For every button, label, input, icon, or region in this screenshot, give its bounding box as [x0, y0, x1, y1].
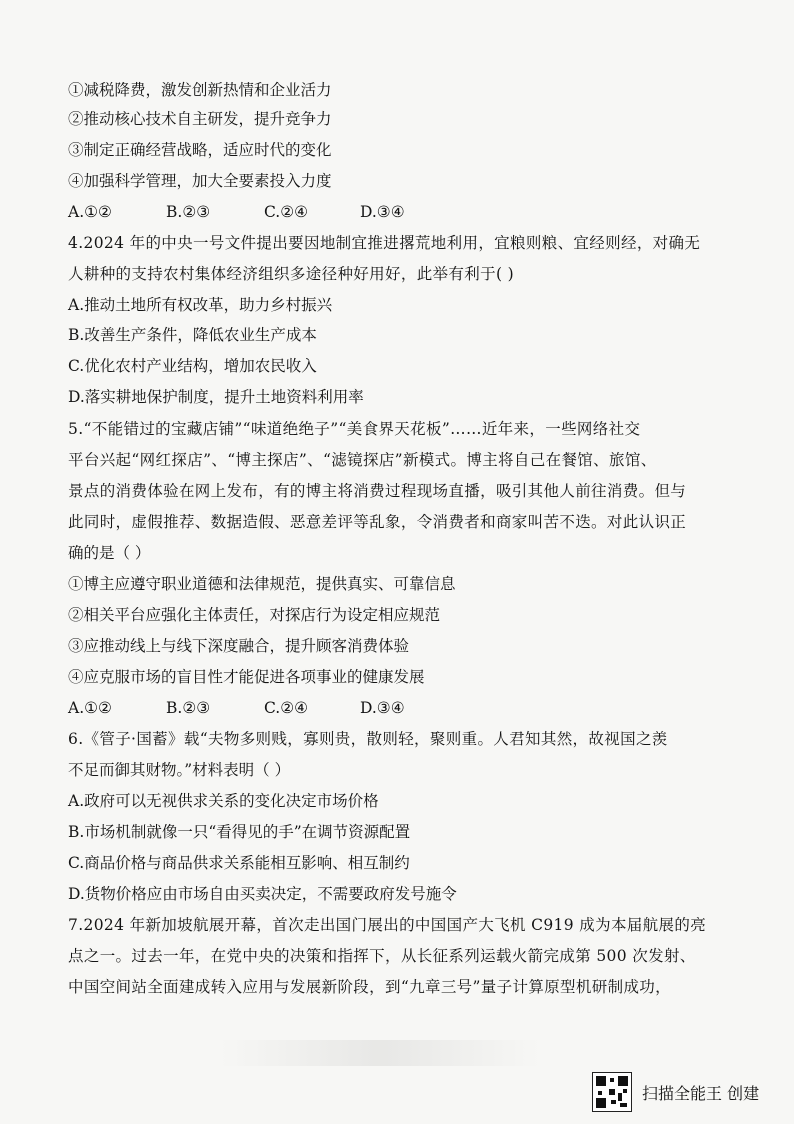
- q3-option-1: ①减税降费，激发创新热情和企业活力: [68, 81, 332, 99]
- q5-choice-a: A.①②: [68, 699, 112, 717]
- q4-option-c: C.优化农村产业结构，增加农民收入: [68, 357, 317, 375]
- q3-choice-b: B.②③: [166, 203, 211, 221]
- q3-choice-d: D.③④: [360, 203, 405, 221]
- q5-choice-d: D.③④: [360, 699, 405, 717]
- scanner-watermark: [592, 1072, 759, 1112]
- q6-option-d: D.货物价格应由市场自由买卖决定，不需要政府发号施令: [68, 885, 457, 903]
- q6-option-c: C.商品价格与商品供求关系能相互影响、相互制约: [68, 854, 410, 872]
- q5-choices: [68, 698, 405, 718]
- q7-stem-line-3: 中国空间站全面建成转入应用与发展新阶段，到“九章三号”量子计算原型机研制成功，: [68, 978, 672, 996]
- qr-code-icon: [592, 1072, 632, 1112]
- q7-stem-line-1: 7.2024 年新加坡航展开幕，首次走出国门展出的中国国产大飞机 C919 成为本届航展的亮: [68, 916, 707, 934]
- q4-option-d: D.落实耕地保护制度，提升土地资料利用率: [68, 388, 364, 406]
- watermark-text: 扫描全能王 创建: [642, 1083, 760, 1103]
- q5-option-3: ③应推动线上与线下深度融合，提升顾客消费体验: [68, 637, 410, 655]
- q6-option-b: B.市场机制就像一只“看得见的手”在调节资源配置: [68, 823, 411, 841]
- q4-option-a: A.推动土地所有权改革，助力乡村振兴: [68, 296, 333, 314]
- q4-stem-line-2: 人耕种的支持农村集体经济组织多途径种好用好，此举有利于( ): [68, 265, 515, 283]
- q3-option-2: ②推动核心技术自主研发，提升竞争力: [68, 110, 332, 128]
- q3-choice-a: A.①②: [68, 203, 112, 221]
- q6-stem-line-1: 6.《管子·国蓄》载“夫物多则贱，寡则贵，散则轻，聚则重。人君知其然，故视国之羡: [68, 730, 668, 748]
- q6-option-a: A.政府可以无视供求关系的变化决定市场价格: [68, 792, 379, 810]
- q5-stem-line-5: 确的是（ ）: [68, 544, 151, 562]
- scan-smudge: [220, 1040, 540, 1066]
- q4-option-b: B.改善生产条件，降低农业生产成本: [68, 326, 317, 344]
- q4-stem-line-1: 4.2024 年的中央一号文件提出要因地制宜推进撂荒地利用，宜粮则粮、宜经则经，对确无: [68, 234, 701, 252]
- q5-choice-b: B.②③: [166, 699, 211, 717]
- q3-option-3: ③制定正确经营战略，适应时代的变化: [68, 141, 332, 159]
- q5-option-2: ②相关平台应强化主体责任，对探店行为设定相应规范: [68, 606, 441, 624]
- q5-stem-line-4: 此同时，虚假推荐、数据造假、恶意差评等乱象，令消费者和商家叫苦不迭。对此认识正: [68, 513, 687, 531]
- q6-stem-line-2: 不足而御其财物。”材料表明（ ）: [68, 761, 291, 779]
- q5-stem-line-1: 5.“不能错过的宝藏店铺”“味道绝绝子”“美食界天花板”……近年来，一些网络社交: [68, 420, 641, 438]
- q3-choices: [68, 202, 405, 222]
- q7-stem-line-2: 点之一。过去一年，在党中央的决策和指挥下，从长征系列运载火箭完成第 500 次发射、: [68, 947, 696, 965]
- q5-choice-c: C.②④: [264, 699, 309, 717]
- q5-stem-line-2: 平台兴起“网红探店”、“博主探店”、“滤镜探店”新模式。博主将自己在餐馆、旅馆、: [68, 451, 657, 469]
- q5-option-1: ①博主应遵守职业道德和法律规范，提供真实、可靠信息: [68, 575, 456, 593]
- q5-option-4: ④应克服市场的盲目性才能促进各项事业的健康发展: [68, 668, 425, 686]
- q3-choice-c: C.②④: [264, 203, 309, 221]
- q3-option-4: ④加强科学管理，加大全要素投入力度: [68, 172, 332, 190]
- q5-stem-line-3: 景点的消费体验在网上发布，有的博主将消费过程现场直播，吸引其他人前往消费。但与: [68, 482, 687, 500]
